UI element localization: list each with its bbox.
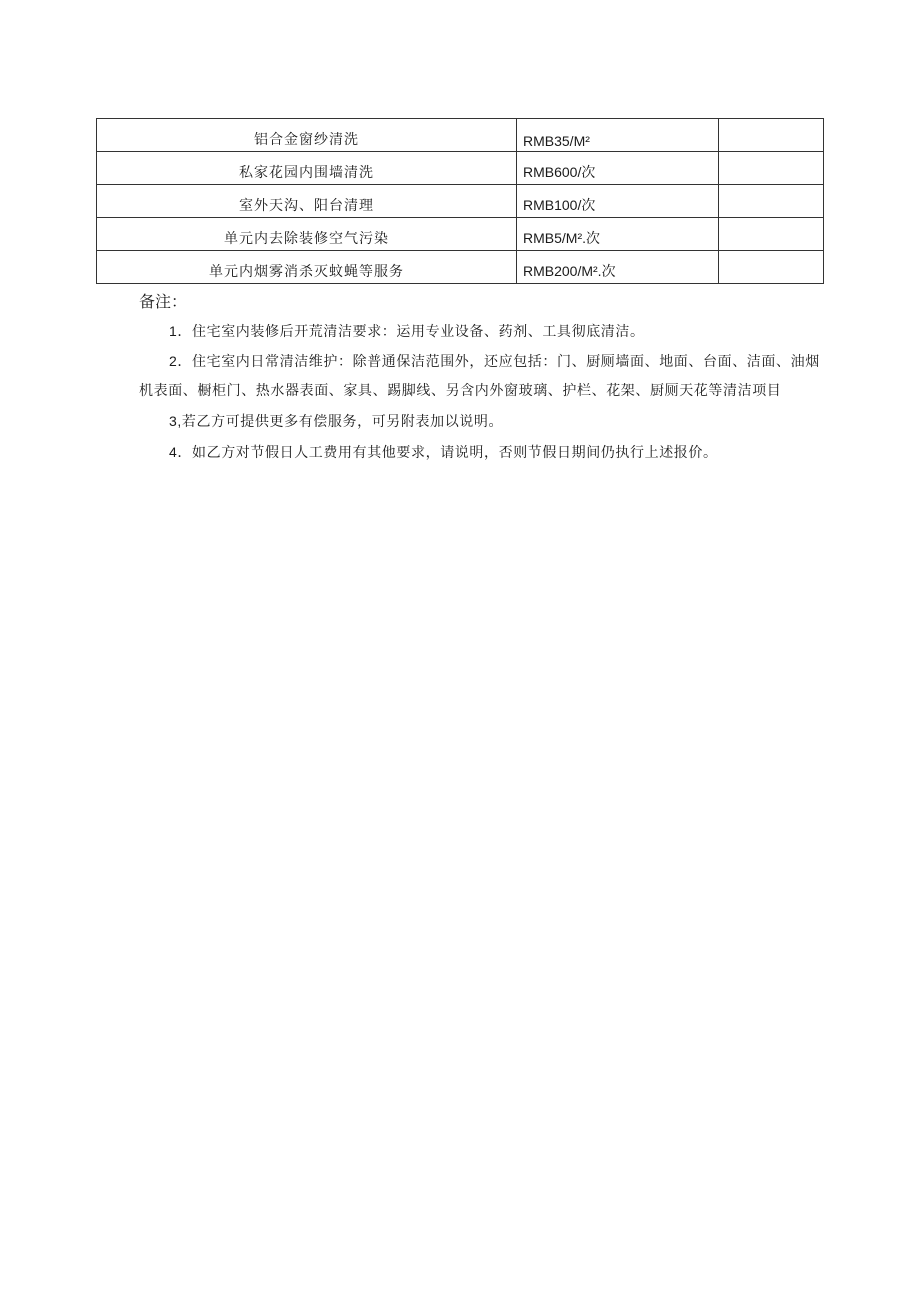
- service-name: 铝合金窗纱清洗: [97, 119, 517, 152]
- notes-title: 备注：: [139, 292, 188, 311]
- note-number: 3,: [169, 413, 182, 429]
- note-number: 2: [169, 353, 178, 369]
- service-price: RMB35/M²: [517, 119, 719, 152]
- table-row: [97, 119, 824, 152]
- note-text: 若乙方可提供更多有偿服务，可另附表加以说明。: [181, 414, 504, 430]
- service-price: RMB100/次: [517, 185, 719, 218]
- note-item-1: [139, 316, 829, 347]
- service-name: 单元内去除装修空气污染: [97, 218, 517, 251]
- table-row: [97, 152, 824, 185]
- service-note: [719, 119, 824, 152]
- note-text: ．住宅室内日常清洁维护：除普通保洁范围外，还应包括：门、厨厕墙面、地面、台面、洁面、油烟机表面、橱柜门、热水器表面、家具、踢脚线、另含内外窗玻璃、护栏、花架、厨厕天花等清洁项目: [139, 354, 820, 399]
- service-note: [719, 218, 824, 251]
- service-name: 私家花园内围墙清洗: [97, 152, 517, 185]
- service-price: RMB200/M².次: [517, 251, 719, 284]
- service-price: RMB5/M².次: [517, 218, 719, 251]
- note-text: ．住宅室内装修后开荒清洁要求：运用专业设备、药剂、工具彻底清洁。: [177, 324, 645, 340]
- note-text: ．如乙方对节假日人工费用有其他要求，请说明，否则节假日期间仍执行上述报价。: [177, 445, 718, 461]
- service-price: RMB600/次: [517, 152, 719, 185]
- note-number: 1: [169, 323, 178, 339]
- notes-section: [139, 288, 829, 468]
- service-note: [719, 152, 824, 185]
- service-name: 室外天沟、阳台清理: [97, 185, 517, 218]
- note-number: 4: [169, 444, 178, 460]
- table-row: [97, 218, 824, 251]
- note-item-2: [139, 347, 829, 406]
- service-note: [719, 251, 824, 284]
- service-note: [719, 185, 824, 218]
- price-table: [96, 118, 824, 284]
- note-item-4: [139, 437, 829, 468]
- note-item-3: [139, 406, 829, 437]
- table-row: [97, 185, 824, 218]
- table-row: [97, 251, 824, 284]
- service-name: 单元内烟雾消杀灭蚊蝇等服务: [97, 251, 517, 284]
